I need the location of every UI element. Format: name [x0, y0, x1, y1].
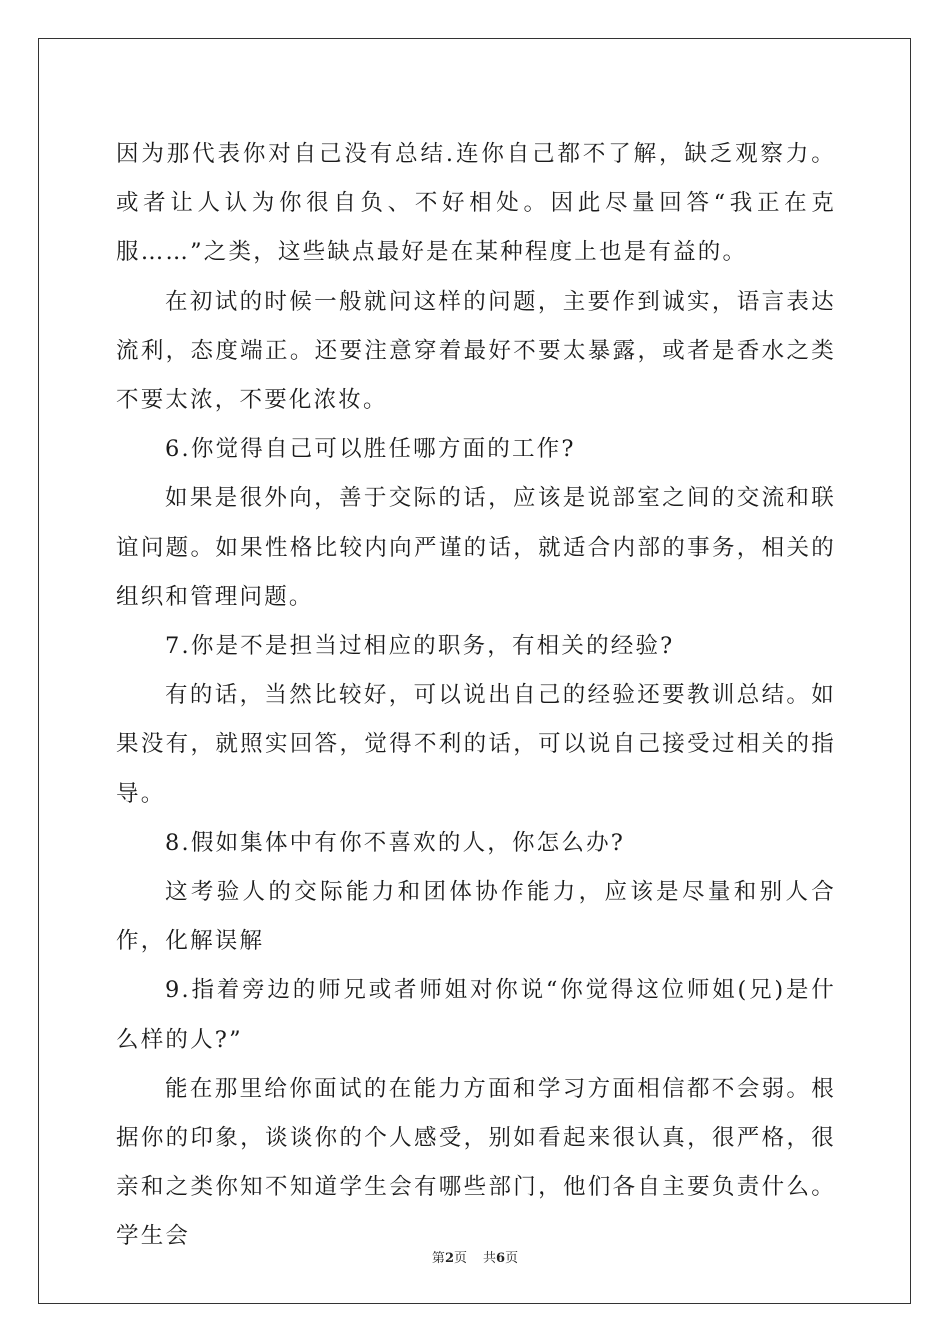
question-6: 6.你觉得自己可以胜任哪方面的工作? [165, 436, 576, 463]
question-9: 9.指着旁边的师兄或者师姐对你说“你觉得这位师姐(兄)是什么样的人?” [116, 977, 836, 1053]
page-suffix: 页 [453, 1251, 467, 1266]
paragraph-2: 在初试的时候一般就问这样的问题，主要作到诚实，语言表达流利，态度端正。还要注意穿着最好不要太暴露，或者是香水之类不要太浓，不要化浓妆。 [116, 288, 836, 414]
document-body [116, 130, 836, 1262]
answer-8: 这考验人的交际能力和团体协作能力，应该是尽量和别人合作，化解误解 [116, 879, 836, 955]
paragraph-1: 因为那代表你对自己没有总结.连你自己都不了解，缺乏观察力。或者让人认为你很自负、不好相处。因此尽量回答“我正在克服……”之类，这些缺点最好是在某种程度上也是有益的。 [116, 141, 836, 266]
page-number: 2 [444, 1251, 454, 1266]
page-prefix: 第 [431, 1251, 445, 1266]
question-7: 7.你是不是担当过相应的职务，有相关的经验? [165, 633, 675, 660]
question-8: 8.假如集体中有你不喜欢的人，你怎么办? [165, 829, 626, 856]
answer-6: 如果是很外向，善于交际的话，应该是说部室之间的交流和联谊问题。如果性格比较内向严谨的话，就适合内部的事务，相关的组织和管理问题。 [116, 485, 836, 610]
total-suffix: 页 [505, 1251, 519, 1266]
total-prefix: 共 [483, 1251, 497, 1266]
total-pages: 6 [496, 1251, 506, 1266]
page-footer [0, 1247, 950, 1266]
answer-9: 能在那里给你面试的在能力方面和学习方面相信都不会弱。根据你的印象，谈谈你的个人感受，别如看起来很认真，很严格，很亲和之类你知不知道学生会有哪些部门，他们各自主要负责什么。学生会 [116, 1075, 836, 1250]
answer-7: 有的话，当然比较好，可以说出自己的经验还要教训总结。如果没有，就照实回答，觉得不利的话，可以说自己接受过相关的指导。 [116, 682, 836, 807]
